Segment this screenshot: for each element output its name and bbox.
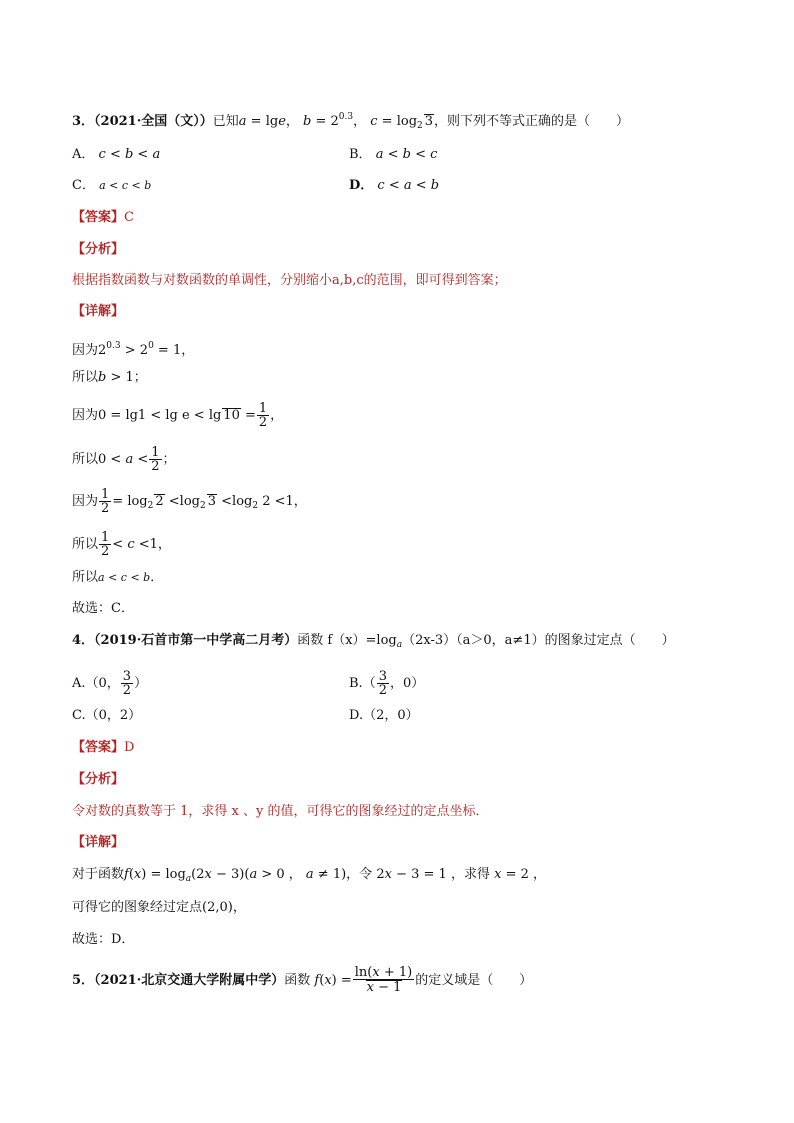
q3-number: 3． (72, 114, 95, 129)
answer-value: D (124, 740, 135, 755)
q4-analysis-tag: 【分析】 (72, 772, 125, 787)
q5-source: （2021·北京交通大学附属中学） (94, 973, 285, 988)
q3-detail-7: 所以a < c < b． (72, 570, 164, 585)
q3-source: （2021·全国（文）） (94, 114, 213, 129)
q4-option-c: C.（0，2） (72, 708, 142, 723)
q4-analysis: 令对数的真数等于 1，求得 x 、y 的值，可得它的图象经过的定点坐标． (72, 804, 489, 819)
q3-detail-1: 因为$2^{0.3} > 2^0 = 1$， (72, 341, 195, 358)
q4-number: 4． (72, 633, 95, 648)
q4-option-d: D.（2，0） (349, 708, 419, 723)
q3-stem: 3．（2021·全国（文））已知a = lge， $b = 2^{0.3}$， $c = \log_2 3$，则下列不等式正确的是（ ） (72, 112, 630, 131)
q3-option-b: B． a < b < c (349, 147, 438, 162)
q4-stem: 4．（2019·石首市第一中学高二月考）函数 $f(x)=\log_a(2x-3)(a>0$，a≠1）的图象过定点（ ） (72, 633, 675, 650)
answer-value: C (124, 210, 134, 225)
q4-conclusion: 故选：D． (72, 932, 135, 947)
q3-stem-suffix: ，则下列不等式正确的是（ ） (434, 114, 630, 129)
q4-detail-2: 可得它的图象经过定点(2,0)， (72, 900, 246, 915)
q4-answer (72, 738, 134, 758)
q4-option-a: A.（0， $\frac{3}{2}$ ） (72, 669, 148, 698)
q3-detail-4: 所以0 < a < $\frac{1}{2}$ ； (72, 445, 176, 474)
answer-tag: 【答案】 (72, 740, 125, 755)
q3-detail-6: 所以 $\frac{1}{2}$ < c <1， (72, 530, 171, 559)
q4-source: （2019·石首市第一中学高二月考） (94, 633, 298, 648)
q3-stem-prefix: 已知 (212, 114, 239, 129)
q5-stem: 5．（2021·北京交通大学附属中学）函数 f(x) = $\frac{\ln(x + 1)}{x - 1}$ 的定义域是（ ） (72, 965, 533, 995)
q4-detail-tag: 【详解】 (72, 835, 125, 850)
q3-answer (72, 208, 134, 228)
q4-option-b: B.（ $\frac{3}{2}$ ，0） (349, 669, 425, 698)
q5-number: 5． (72, 973, 95, 988)
q3-detail-5: 因为 $\frac{1}{2}$ = $\log_2 2 <\log_2$ $3 <\log_2$ 2 <1， (72, 487, 307, 516)
q3-option-d: D． c < a < b (349, 178, 440, 193)
q3-analysis-tag: 【分析】 (72, 242, 125, 257)
q3-detail-tag: 【详解】 (72, 304, 125, 319)
q3-option-a: A． c < b < a (72, 147, 161, 162)
q4-detail-1: 对于函数$f(x) = \log_a(2x - 3)(a > 0$ ， a ≠ 1)，令 2x − 3 = 1 ，求得 x = 2 ， (72, 867, 546, 884)
answer-tag: 【答案】 (72, 210, 125, 225)
q3-conclusion: 故选：C． (72, 601, 134, 616)
q3-analysis: 根据指数函数与对数函数的单调性，分别缩小a,b,c的范围，即可得到答案； (72, 273, 507, 288)
q3-detail-3: 因为0 = lg1 < lg e < lg 10 = $\frac{1}{2}$ ， (72, 401, 284, 430)
q3-detail-2: 所以b > 1； (72, 370, 147, 385)
q3-option-c: C． a < c < b (72, 178, 152, 193)
